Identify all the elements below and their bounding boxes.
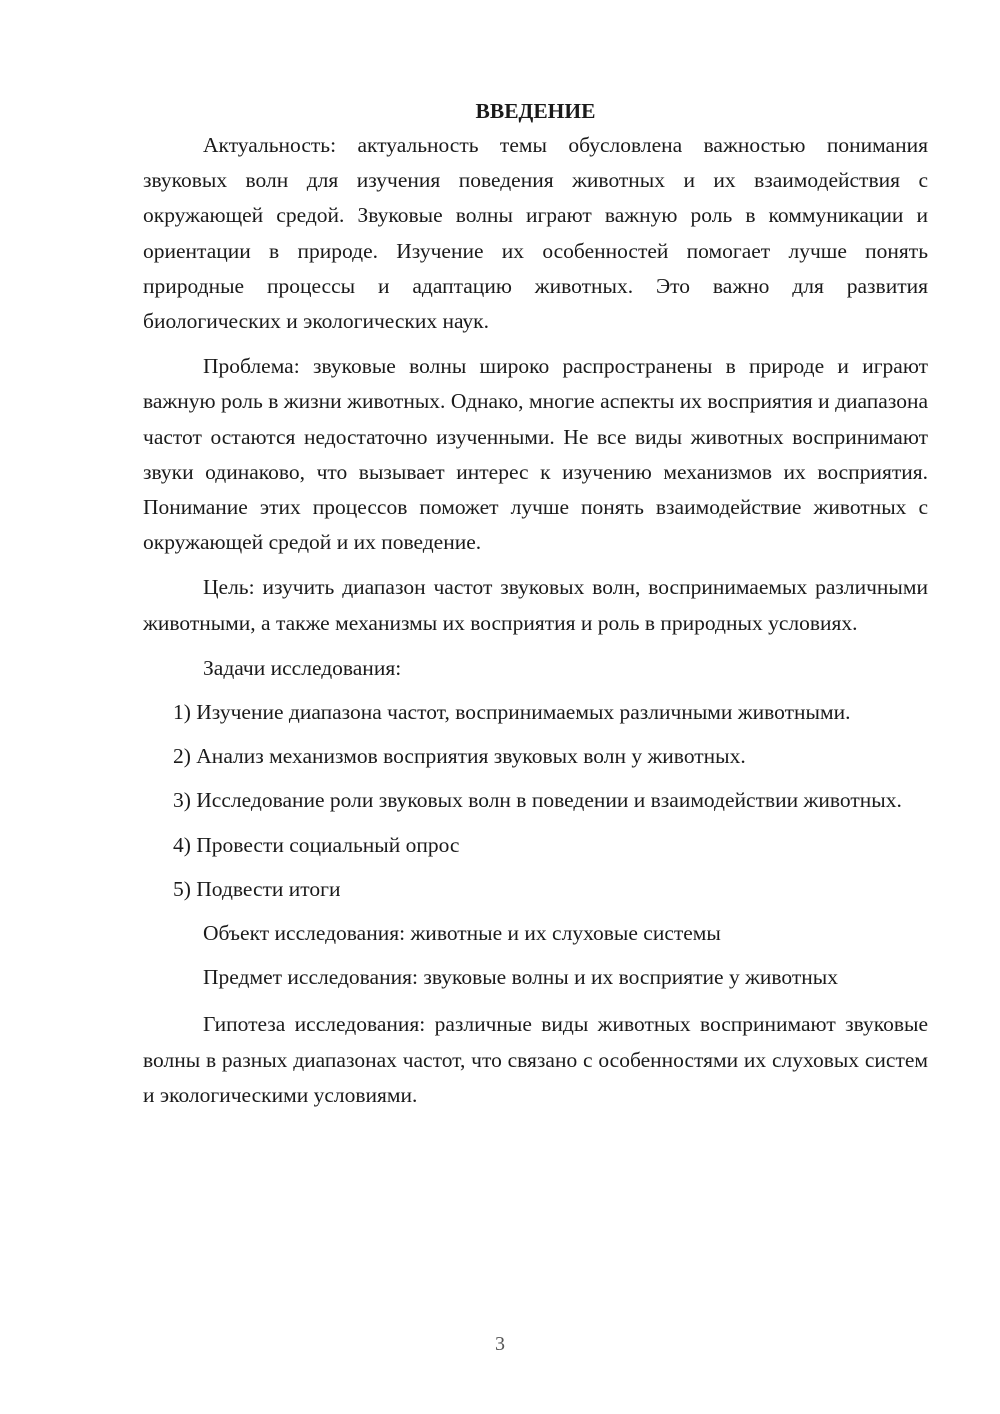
task-item-3: 3) Исследование роли звуковых волн в поведении и взаимодействии животных. bbox=[173, 788, 902, 813]
tasks-heading: Задачи исследования: bbox=[203, 655, 402, 680]
page-number: 3 bbox=[495, 1333, 505, 1355]
goal-paragraph: Цель: изучить диапазон частот звуковых волн, воспринимаемых различными животными, а также механизмы их восприятия и роль в природных условиях. bbox=[143, 575, 928, 635]
task-item-4: 4) Провести социальный опрос bbox=[173, 832, 460, 857]
task-item-2: 2) Анализ механизмов восприятия звуковых волн у животных. bbox=[173, 744, 746, 769]
task-item-1: 1) Изучение диапазона частот, воспринимаемых различными животными. bbox=[173, 700, 851, 725]
object-paragraph: Объект исследования: животные и их слуховые системы bbox=[203, 921, 721, 946]
page-title: ВВЕДЕНИЕ bbox=[475, 99, 596, 123]
document-body bbox=[143, 96, 928, 1113]
problem-paragraph: Проблема: звуковые волны широко распространены в природе и играют важную роль в жизни животных. Однако, многие аспекты их восприятия и диапазона частот остаются недостаточно изученными. Не все виды животных воспринимают звуки одинаково, что вызывает интерес к изучению механизмов их восприятия. Понимание этих процессов поможет лучше понять взаимодействие животных с окружающей средой и их поведение. bbox=[143, 354, 928, 555]
relevance-paragraph: Актуальность: актуальность темы обусловлена важностью понимания звуковых волн для изучения поведения животных и их взаимодействия с окружающей средой. Звуковые волны играют важную роль в коммуникации и ориентации в природе. Изучение их особенностей помогает лучше понять природные процессы и адаптацию животных. Это важно для развития биологических и экологических наук. bbox=[143, 133, 928, 334]
task-item-5: 5) Подвести итоги bbox=[173, 876, 341, 901]
hypothesis-paragraph: Гипотеза исследования: различные виды животных воспринимают звуковые волны в разных диапазонах частот, что связано с особенностями их слуховых систем и экологическими условиями. bbox=[143, 1012, 928, 1107]
subject-paragraph: Предмет исследования: звуковые волны и их восприятие у животных bbox=[203, 965, 838, 990]
